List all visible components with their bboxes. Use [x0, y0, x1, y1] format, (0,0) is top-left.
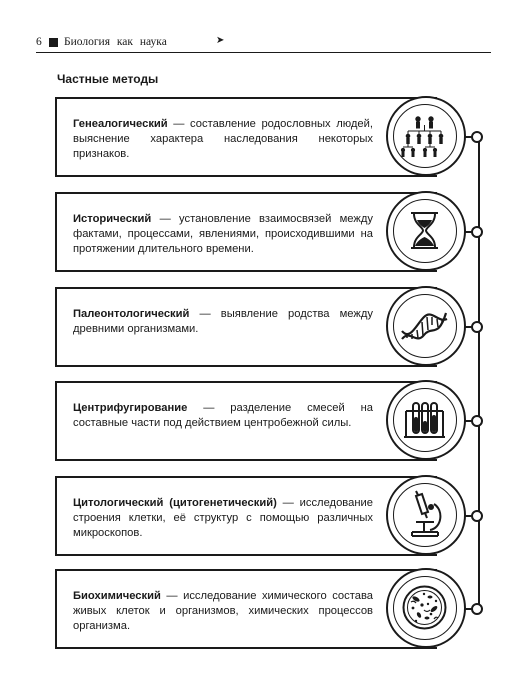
- hourglass-icon: [393, 199, 457, 263]
- method-description: — исследование химического состава живых клеток и организмов, химических процессов организма.: [73, 590, 373, 632]
- page-number: 6: [36, 36, 42, 48]
- test-tubes-icon: [393, 388, 457, 452]
- petri-dish-icon: [393, 576, 457, 640]
- timeline-node: [471, 226, 483, 238]
- method-description: — исследование строения клетки, её структур с помощью различных микроскопов.: [73, 497, 373, 539]
- running-header: [36, 36, 491, 50]
- method-text: [73, 589, 373, 634]
- timeline-node: [471, 321, 483, 333]
- method-card-cytological: [55, 476, 485, 554]
- method-description: — составление родословных людей, выяснение характера наследования некоторых признаков.: [73, 118, 373, 160]
- method-card-biochemical: [55, 569, 485, 647]
- timeline-node: [471, 510, 483, 522]
- method-text: [73, 401, 373, 431]
- timeline-node: [471, 131, 483, 143]
- method-term: Центрифугирование: [73, 402, 188, 414]
- method-description: — установление взаимосвязей между фактами, процессами, явлениями, происходившими на протяжении длительного времени.: [73, 213, 373, 255]
- method-text: [73, 496, 373, 541]
- method-description: — выявление родства между древними организмами.: [73, 308, 373, 335]
- microscope-icon: [393, 483, 457, 547]
- method-text: [73, 212, 373, 257]
- method-term: Исторический: [73, 213, 152, 225]
- section-title: Частные методы: [57, 72, 159, 86]
- method-description: — разделение смесей на составные части под действием центробежной силы.: [73, 402, 373, 429]
- method-term: Палеонтологический: [73, 308, 190, 320]
- pointer-arrow-icon: ➤: [216, 35, 225, 46]
- dna-icon: [393, 294, 457, 358]
- method-term: Биохимический: [73, 590, 161, 602]
- method-text: [73, 117, 373, 162]
- method-card-historical: [55, 192, 485, 270]
- method-term: Генеалогический: [73, 118, 168, 130]
- timeline-node: [471, 415, 483, 427]
- square-bullet-icon: [49, 38, 58, 47]
- timeline-node: [471, 603, 483, 615]
- family-tree-icon: [393, 104, 457, 168]
- method-card-centrifugation: [55, 381, 485, 459]
- header-rule: [36, 52, 491, 53]
- method-card-paleontological: [55, 287, 485, 365]
- method-term: Цитологический (цитогенетический): [73, 497, 277, 509]
- method-text: [73, 307, 373, 337]
- header-title: Биология как наука: [64, 36, 167, 48]
- method-card-genealogical: [55, 97, 485, 175]
